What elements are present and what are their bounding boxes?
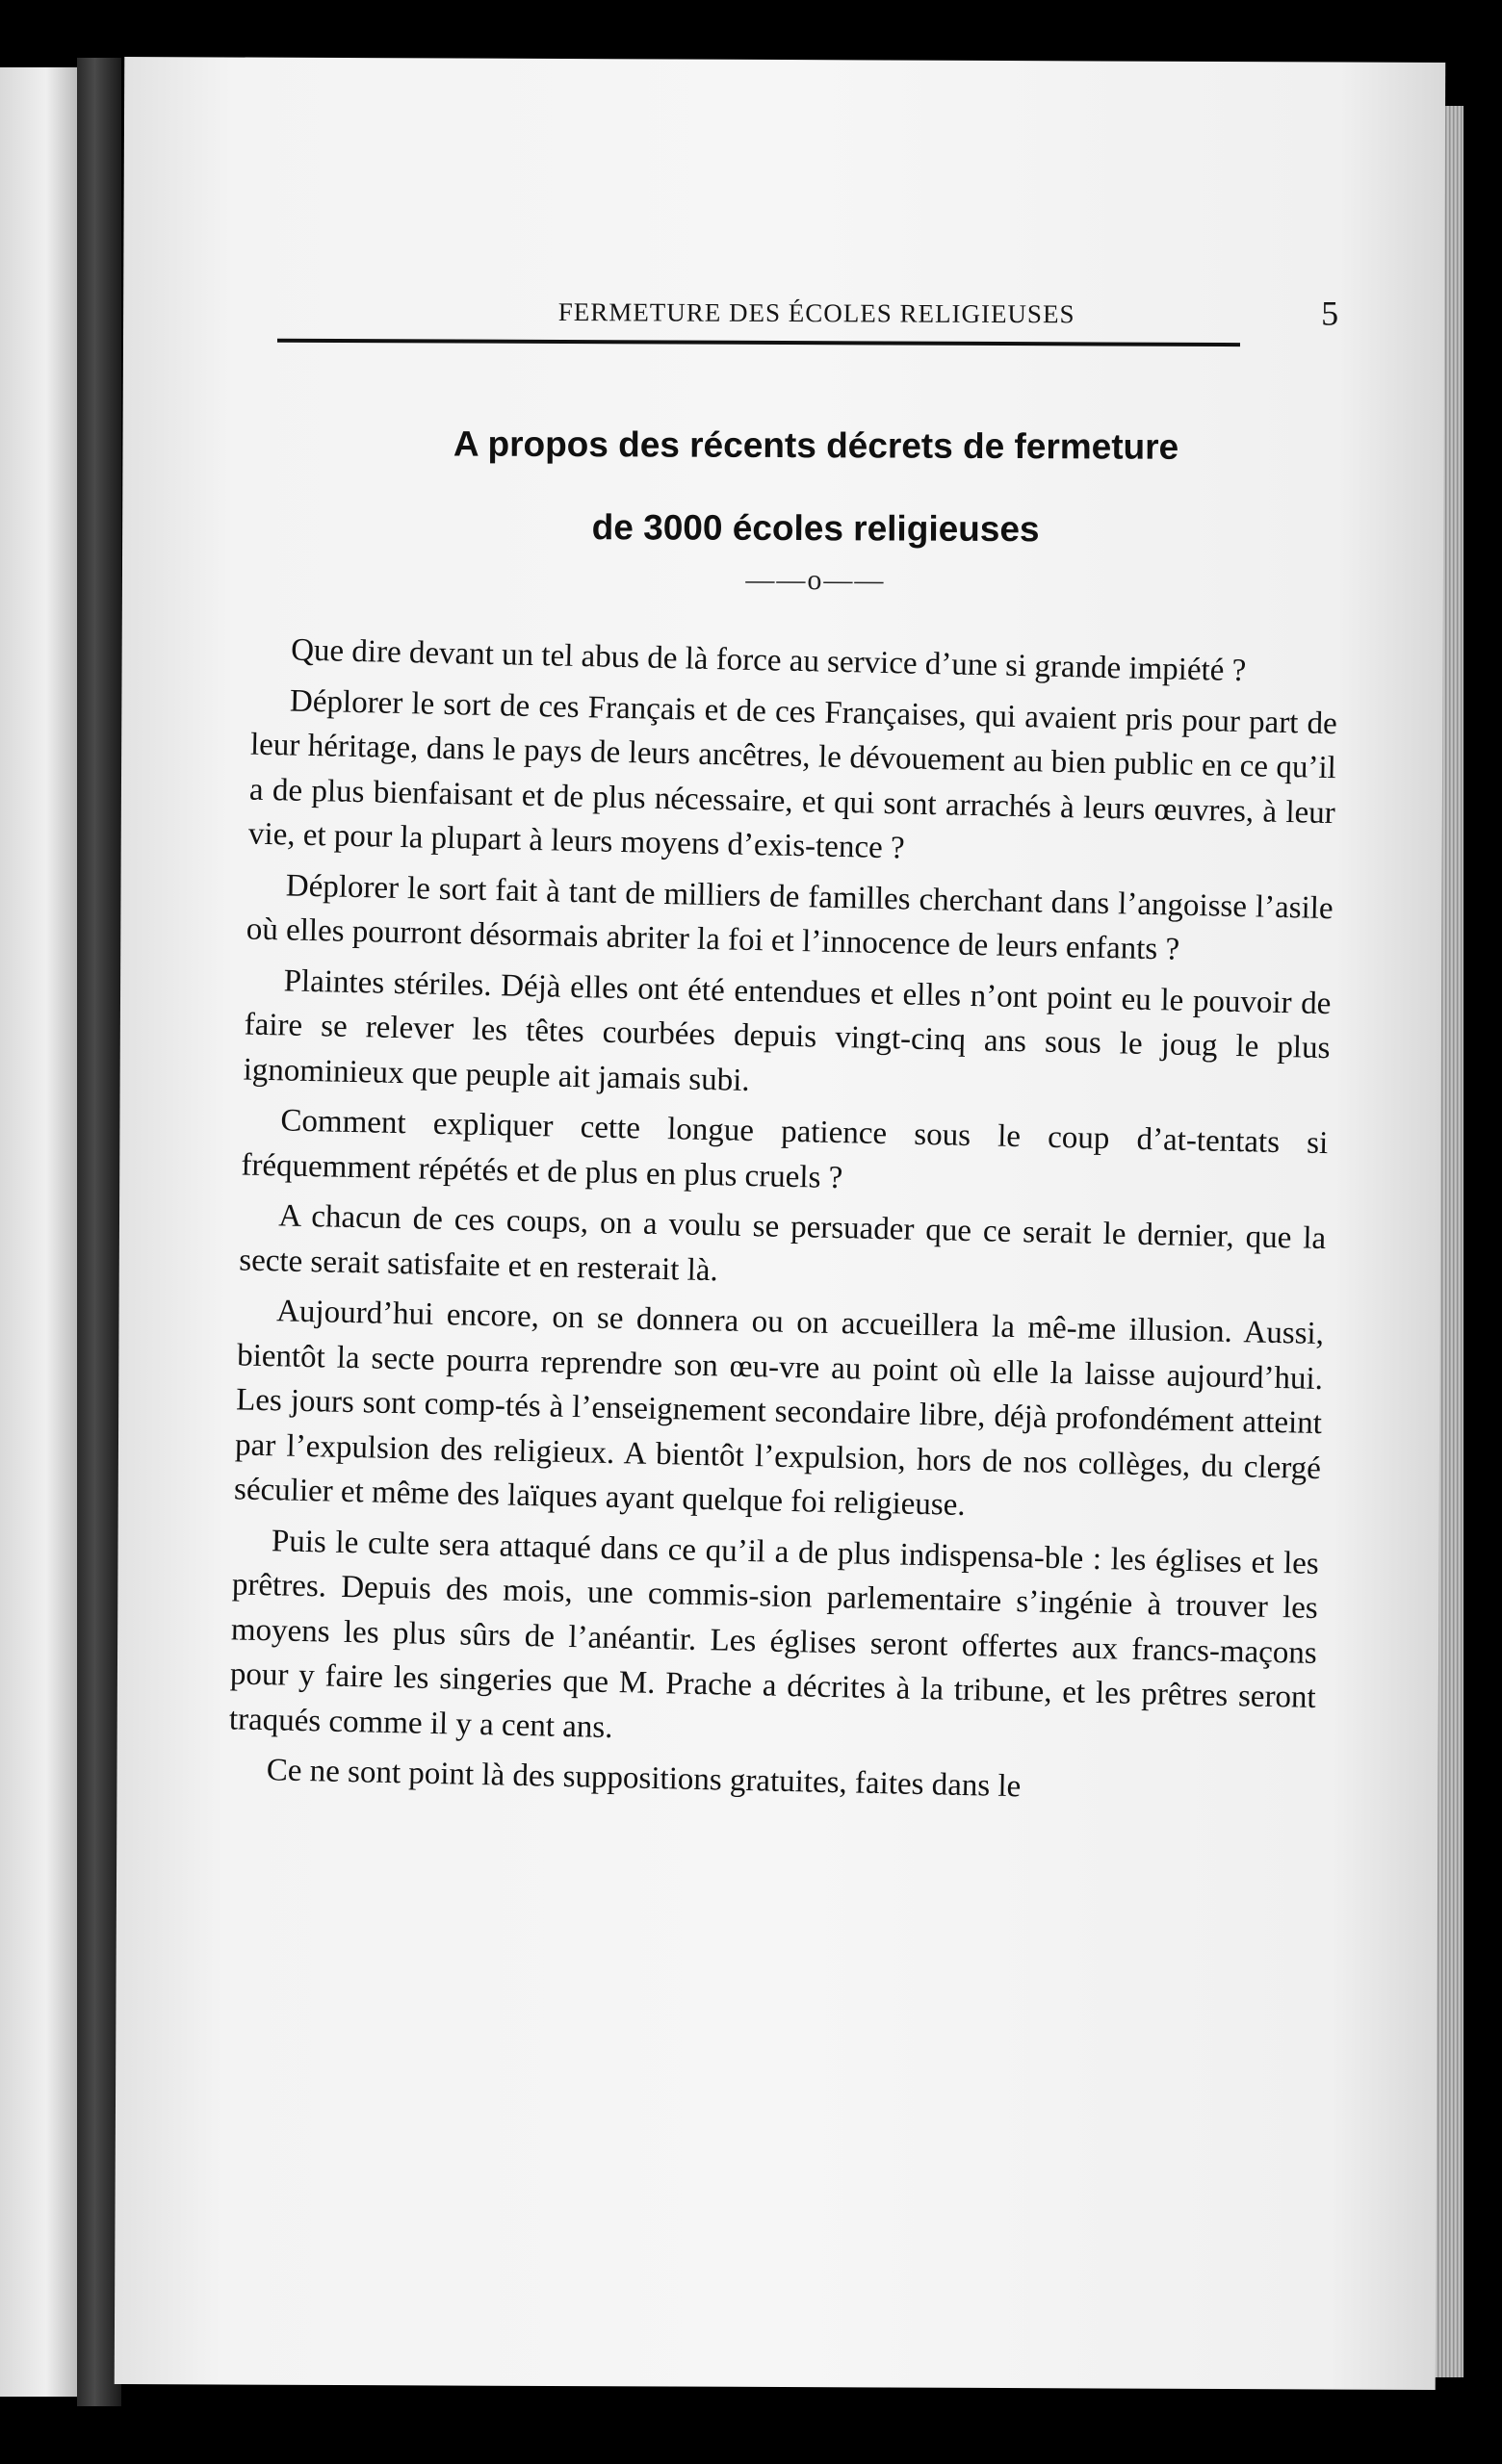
paragraph: Ce ne sont point là des suppositions gratuites, faites dans le [266, 1753, 1022, 1805]
running-head: FERMETURE DES ÉCOLES RELIGIEUSES [557, 296, 1075, 329]
paragraph: Comment expliquer cette longue patience sous le coup d’at-tentats si fréquemment répétés et de plus en plus cruels ? [241, 1103, 1329, 1195]
article-title [276, 402, 1356, 573]
paragraph: Puis le culte sera attaqué dans ce qu’il a de plus indispensa-ble : les églises et les prêtres. Depuis des mois, une commis-sion parlementaire s’ingénie à trouver les moyens les plus sûrs de l’anéantir. Les églises seront offertes aux francs-maçons pour y faire les singeries que M. Prache a décrites à la tribune, et les prêtres seront traqués comme il y a cent ans. [228, 1523, 1320, 1745]
paragraph: Aujourd’hui encore, on se donnera ou on accueillera la mê-me illusion. Aussi, bientôt la secte pourra reprendre son œu-vre au point où elle la laisse aujourd’hui. Les jours sont comp-tés à l’enseignement secondaire libre, déjà profondément atteint par l’expulsion des religieux. A bientôt l’expulsion, hors de nos collèges, du clergé séculier et même des laïques ayant quelque foi religieuse. [233, 1294, 1325, 1523]
paragraph: Déplorer le sort fait à tant de milliers de familles cherchant dans l’angoisse l’asile où elles pourront désormais abriter la foi et l’innocence de leurs enfants ? [246, 867, 1334, 967]
header-rule [277, 339, 1240, 346]
article-body [227, 628, 1338, 1822]
article-title-line-2: de 3000 écoles religieuses [591, 507, 1040, 550]
previous-page-edge [0, 67, 77, 2397]
section-ornament: ——o—— [745, 563, 886, 597]
book-page [115, 57, 1446, 2390]
page-number: 5 [1321, 294, 1339, 333]
article-title-line-1: A propos des récents décrets de fermeture [453, 424, 1179, 467]
paragraph: Plaintes stériles. Déjà elles ont été entendues et elles n’ont point eu le pouvoir de faire se relever les têtes courbées depuis vingt-cinq ans sous le joug le plus ignominieux que peuple ait jamais subi. [243, 962, 1332, 1098]
paragraph: Déplorer le sort de ces Français et de ces Françaises, qui avaient pris pour part de leur héritage, dans le pays de leurs ancêtres, le dévouement au bien public en ce qu’il a de plus bienfaisant et de plus nécessaire, et qui sont arrachés à leurs œuvres, à leur vie, et pour la plupart à leurs moyens d’exis-tence ? [247, 682, 1338, 866]
paragraph: Que dire devant un tel abus de là force au service d’une si grande impiété ? [290, 632, 1247, 689]
book-gutter [77, 58, 121, 2406]
paragraph: A chacun de ces coups, on a voulu se persuader que ce serait le dernier, que la secte serait satisfaite et en resterait là. [238, 1198, 1327, 1288]
